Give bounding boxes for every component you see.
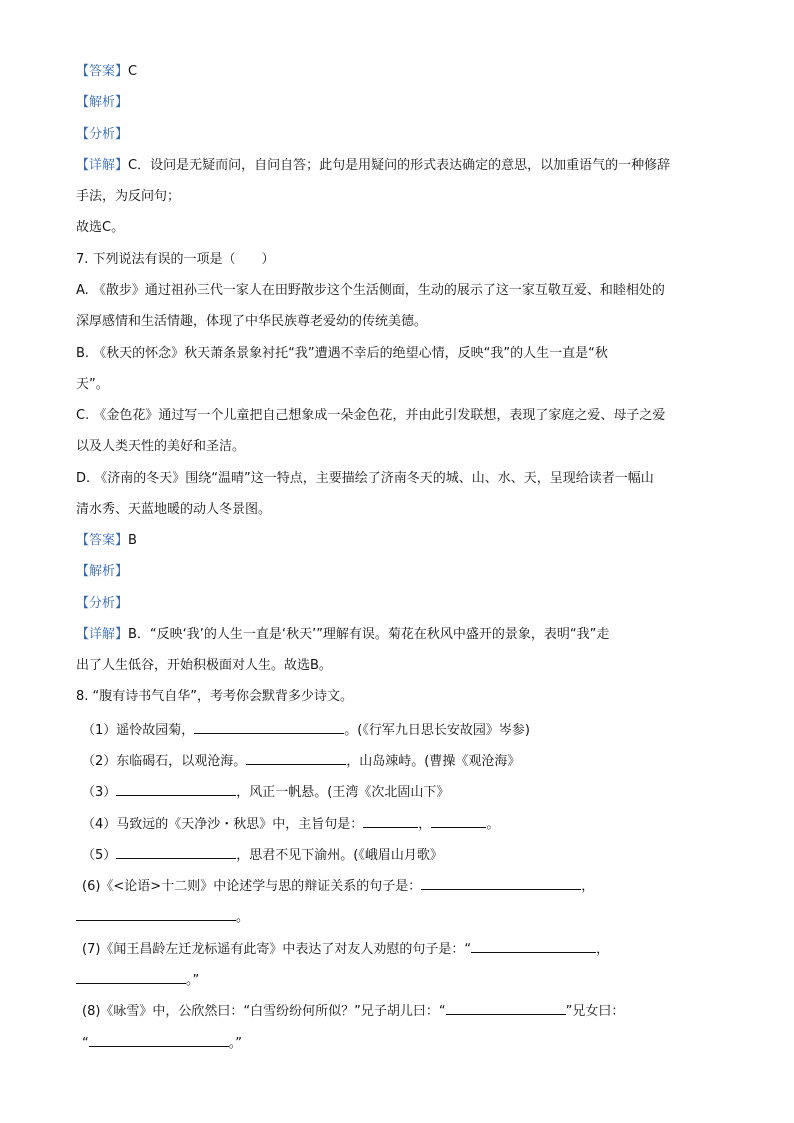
item-end: 。” xyxy=(228,1036,242,1051)
q7-answer-line xyxy=(76,532,137,550)
answer-blank[interactable] xyxy=(116,782,236,796)
answer-value: B xyxy=(128,533,137,548)
answer-blank[interactable] xyxy=(194,720,344,734)
q8-item-6 xyxy=(82,876,594,896)
item-prefix: 遥怜故园菊， xyxy=(116,723,195,738)
q8-item-1 xyxy=(82,720,530,740)
answer-blank[interactable] xyxy=(76,907,236,921)
q8-item-2 xyxy=(82,751,520,771)
q8-item-8 xyxy=(82,1001,624,1021)
item-prefix: 东临碣石，以观沧海。 xyxy=(116,754,247,769)
answer-blank[interactable] xyxy=(363,814,418,828)
detail-line-2: 出了人生低谷，开始积极面对人生。故选B。 xyxy=(76,658,332,673)
item-prefix: 马致远的《天净沙・秋思》中，主旨句是： xyxy=(116,817,364,832)
item-end: 。” xyxy=(186,973,200,988)
answer-tag: 【答案】 xyxy=(76,533,129,548)
item-suffix: ，思君不见下渝州。(《峨眉山月歌》 xyxy=(236,848,443,863)
item-end: 。 xyxy=(486,817,500,832)
answer-blank[interactable] xyxy=(89,1033,229,1047)
answer-blank[interactable] xyxy=(446,1001,566,1015)
answer-blank[interactable] xyxy=(246,751,346,765)
answer-tag: 【答案】 xyxy=(76,64,129,79)
option-d-line-2: 清水秀、天蓝地暖的动人冬景图。 xyxy=(76,502,272,517)
item-number: （3） xyxy=(82,785,117,800)
detail-line-2: 手法，为反问句； xyxy=(76,189,181,204)
option-b-line-1: B. 《秋天的怀念》秋天萧条景象衬托“我”遭遇不幸后的绝望心情，反映“我”的人生一直是“秋 xyxy=(76,346,608,361)
item-number: （2） xyxy=(82,754,117,769)
item-suffix: ，山岛竦峙。(曹操《观沧海》 xyxy=(346,754,521,769)
detail-line-1 xyxy=(76,626,609,644)
conclusion: 故选C。 xyxy=(76,220,125,235)
detail-tag: 【详解】 xyxy=(76,158,129,173)
q8-item-8-cont xyxy=(82,1033,242,1053)
option-c-line-1: C. 《金色花》通过写一个儿童把自己想象成一朵金色花，并由此引发联想，表现了家庭之爱、母子之爱 xyxy=(76,408,666,423)
fenxi-tag: 【分析】 xyxy=(76,127,129,142)
q8-item-3 xyxy=(82,782,449,802)
answer-blank[interactable] xyxy=(471,939,596,953)
answer-value: C xyxy=(128,64,138,79)
item-separator: ， xyxy=(418,817,432,832)
item-number: （5） xyxy=(82,848,117,863)
answer-blank[interactable] xyxy=(116,845,236,859)
detail-line-1 xyxy=(76,157,670,175)
item-prefix: (8)《咏雪》中，公欣然曰：“白雪纷纷何所似？”兄子胡儿曰：“ xyxy=(82,1004,446,1019)
item-prefix: (7)《闻王昌龄左迁龙标遥有此寄》中表达了对友人劝慰的句子是：“ xyxy=(82,942,472,957)
item-middle: ”兄女曰： xyxy=(565,1004,625,1019)
item-number: （1） xyxy=(82,723,117,738)
detail-text: B．“反映‘我’的人生一直是‘秋天’”理解有误。菊花在秋风中盛开的景象，表明“我”走 xyxy=(128,627,610,642)
item-end: 。 xyxy=(236,910,250,925)
fenxi-tag: 【分析】 xyxy=(76,596,129,611)
option-c-line-2: 以及人类天性的美好和圣洁。 xyxy=(76,439,246,454)
item-suffix: 。(《行军九日思长安故园》岑参) xyxy=(344,723,530,738)
option-a-line-1: A. 《散步》通过祖孙三代一家人在田野散步这个生活侧面，生动的展示了这一家互敬互爱、和睦相处的 xyxy=(76,283,665,298)
item-open-quote: “ xyxy=(82,1036,89,1051)
detail-tag: 【详解】 xyxy=(76,627,129,642)
item-suffix: ，风正一帆悬。(王湾《次北固山下》 xyxy=(236,785,450,800)
option-b-line-2: 天”。 xyxy=(76,377,109,392)
answer-blank[interactable] xyxy=(76,970,186,984)
q6-answer-line xyxy=(76,63,137,81)
option-a-line-2: 深厚感情和生活情趣，体现了中华民族尊老爱幼的传统美德。 xyxy=(76,314,428,329)
question-8-stem: 8. “腹有诗书气自华”，考考你会默背多少诗文。 xyxy=(76,689,354,704)
analysis-tag: 【解析】 xyxy=(76,95,129,110)
q8-item-4 xyxy=(82,814,499,834)
detail-text: C．设问是无疑而问，自问自答；此句是用疑问的形式表达确定的意思，以加重语气的一种修辞 xyxy=(128,158,671,173)
option-d-line-1: D. 《济南的冬天》围绕“温晴”这一特点，主要描绘了济南冬天的城、山、水、天，呈现给读者一幅山 xyxy=(76,471,654,486)
q8-item-7 xyxy=(82,939,609,959)
q8-item-5 xyxy=(82,845,443,865)
q8-item-6-cont xyxy=(76,907,249,927)
item-separator: ， xyxy=(581,879,595,894)
analysis-tag: 【解析】 xyxy=(76,564,129,579)
q8-item-7-cont xyxy=(76,970,199,990)
answer-blank[interactable] xyxy=(421,876,581,890)
answer-blank[interactable] xyxy=(431,814,486,828)
question-7-stem: 7. 下列说法有误的一项是（ ） xyxy=(76,252,275,267)
item-prefix: (6)《<论语>十二则》中论述学与思的辩证关系的句子是： xyxy=(82,879,422,894)
item-number: （4） xyxy=(82,817,117,832)
item-separator: ， xyxy=(596,942,610,957)
